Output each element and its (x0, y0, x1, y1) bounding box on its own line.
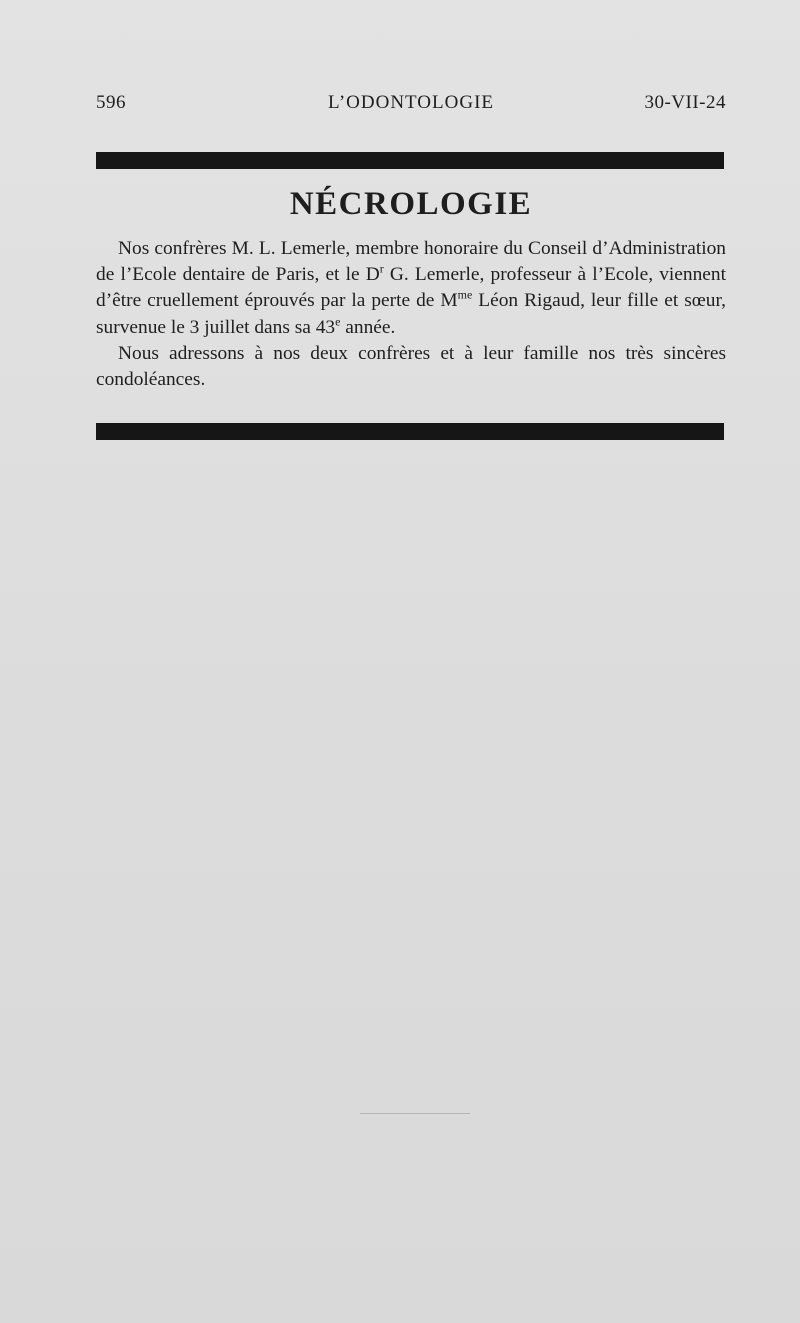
section-title: NÉCROLOGIE (289, 186, 533, 222)
paragraph-1: Nos confrères M. L. Lemerle, membre honoraire du Conseil d’Administration de l’Ecole dentaire de Paris, et le $D^r$ G. Lemerle, professeur à l’Ecole, viennent d’être cruellement éprouvés par la perte de $M^{me}$ Léon Rigaud, leur fille et sœur, survenue le 3 juillet dans sa 43e année. (96, 238, 726, 338)
issue-date: 30-VII-24 (644, 92, 726, 113)
page-number: 596 (96, 92, 126, 113)
end-rule (360, 1113, 470, 1114)
journal-title: L’ODONTOLOGIE (327, 92, 495, 113)
paragraph-2: Nous adressons à nos deux confrères et à leur famille nos très sincères condoléances. (96, 342, 726, 391)
article-body (96, 236, 726, 393)
top-black-rule (96, 152, 724, 169)
running-header (96, 92, 726, 120)
bottom-black-rule (96, 423, 724, 440)
